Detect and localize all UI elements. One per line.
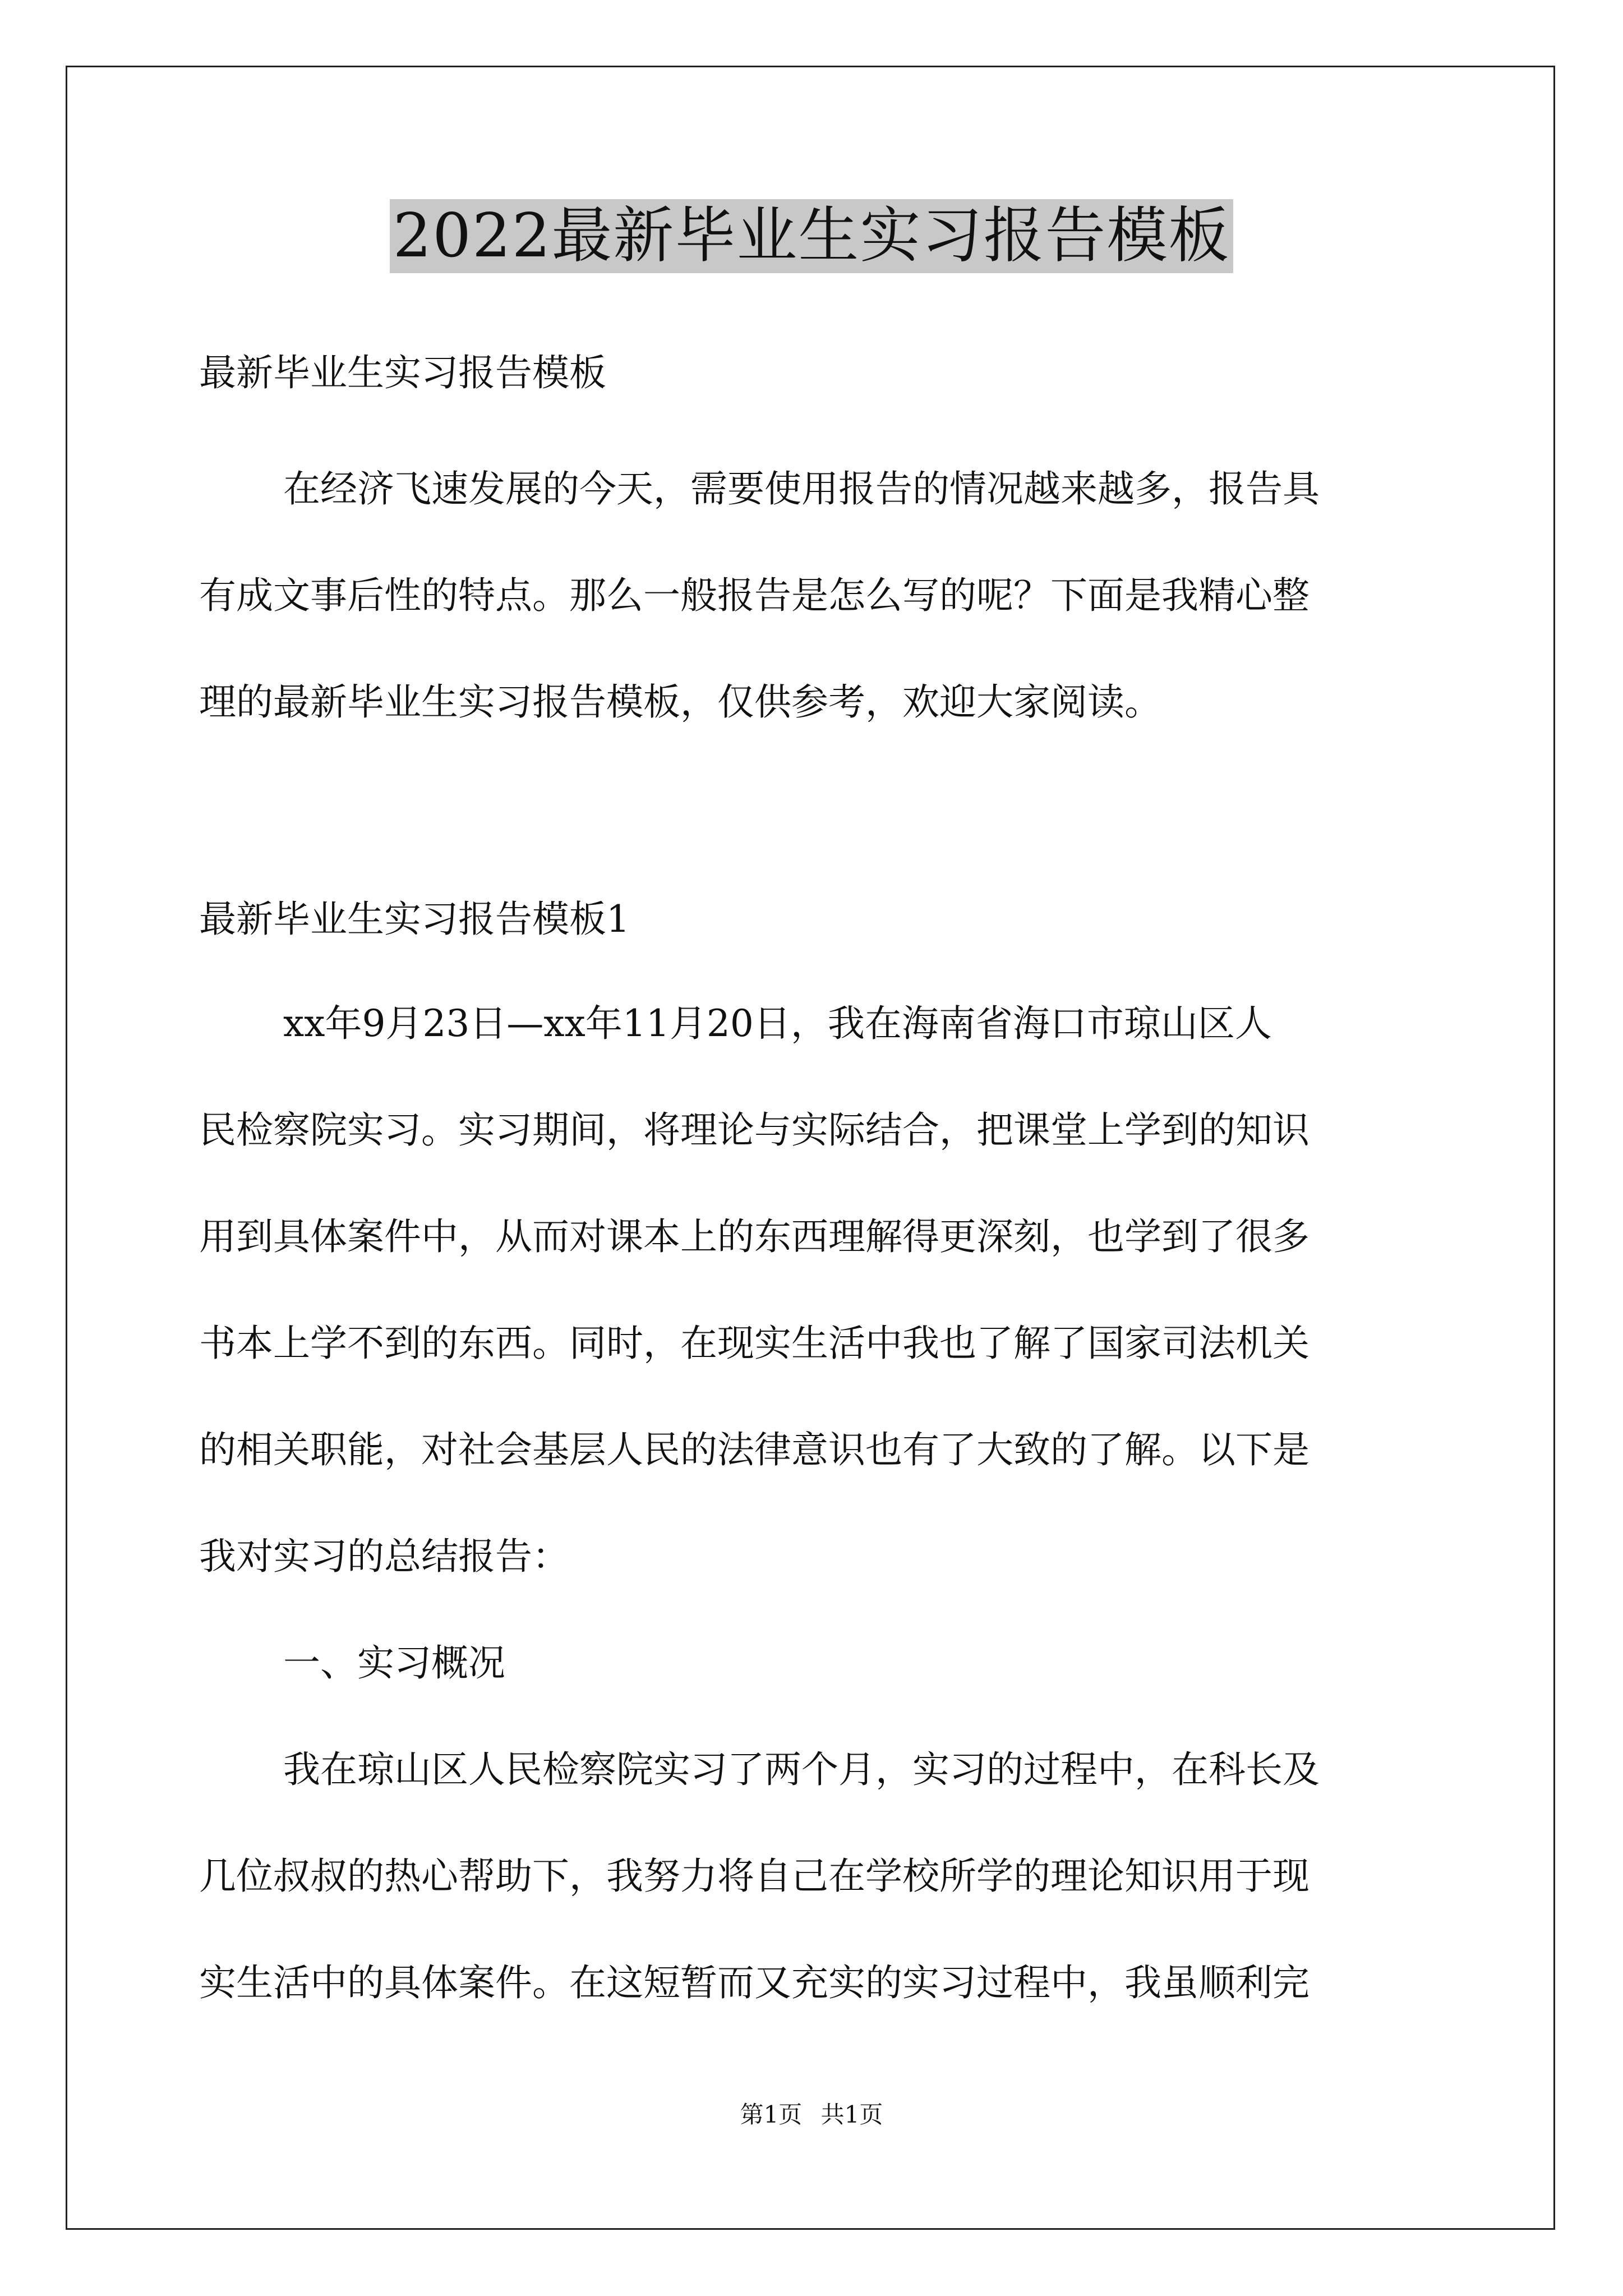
document-title: 2022最新毕业生实习报告模板 (390, 199, 1234, 273)
paragraph-1-line-3: 用到具体案件中，从而对课本上的东西理解得更深刻，也学到了很多 (199, 1215, 1310, 1258)
intro-line-1: 在经济飞速发展的今天，需要使用报告的情况越来越多，报告具 (283, 467, 1320, 510)
paragraph-1-line-6: 我对实习的总结报告： (199, 1535, 569, 1578)
title-container (0, 199, 1623, 273)
page-number-total: 共1页 (820, 2101, 883, 2128)
intro-line-2: 有成文事后性的特点。那么一般报告是怎么写的呢？下面是我精心整 (199, 574, 1310, 617)
subheading-overview: 一、实习概况 (283, 1641, 505, 1685)
page-number-current: 第1页 (740, 2101, 803, 2128)
paragraph-1-line-1: xx年9月23日—xx年11月20日，我在海南省海口市琼山区人 (283, 1002, 1272, 1045)
subtitle-line: 最新毕业生实习报告模板 (199, 351, 606, 394)
page-footer (0, 2098, 1623, 2132)
paragraph-1-line-5: 的相关职能，对社会基层人民的法律意识也有了大致的了解。以下是 (199, 1428, 1310, 1471)
paragraph-1-line-4: 书本上学不到的东西。同时，在现实生活中我也了解了国家司法机关 (199, 1322, 1310, 1365)
section-heading: 最新毕业生实习报告模板1 (199, 898, 630, 941)
paragraph-2-line-2: 几位叔叔的热心帮助下，我努力将自己在学校所学的理论知识用于现 (199, 1855, 1310, 1898)
paragraph-1-line-2: 民检察院实习。实习期间，将理论与实际结合，把课堂上学到的知识 (199, 1108, 1310, 1152)
paragraph-2-line-1: 我在琼山区人民检察院实习了两个月，实习的过程中，在科长及 (283, 1748, 1320, 1791)
intro-line-3: 理的最新毕业生实习报告模板，仅供参考，欢迎大家阅读。 (199, 680, 1161, 724)
paragraph-2-line-3: 实生活中的具体案件。在这短暂而又充实的实习过程中，我虽顺利完 (199, 1961, 1310, 2004)
